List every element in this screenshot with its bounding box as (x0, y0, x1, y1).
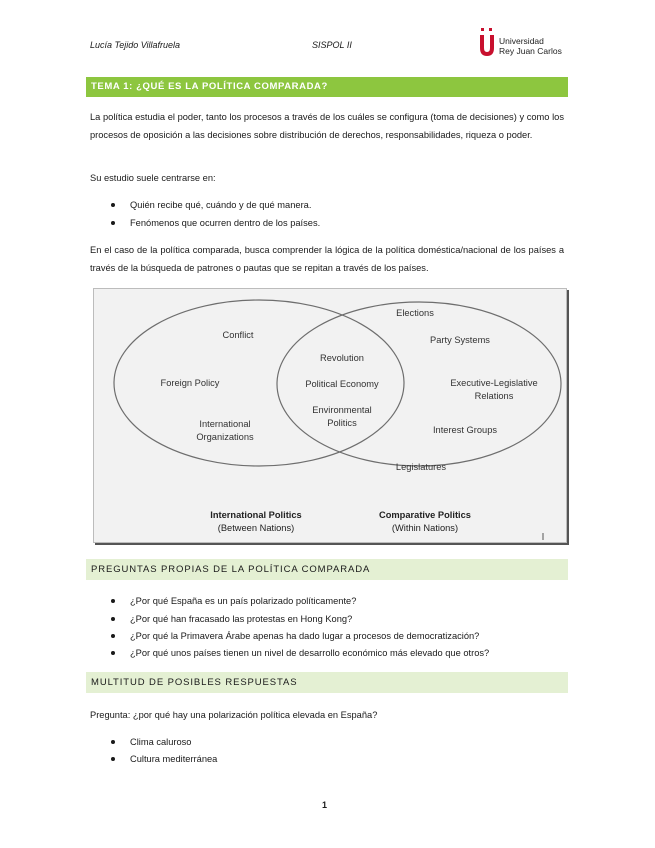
section-title-main: TEMA 1: ¿QUÉ ES LA POLÍTICA COMPARADA? (86, 77, 568, 97)
venn-label-environmental-politics: Environmental Politics (312, 405, 372, 428)
venn-label-legislatures: Legislatures (395, 462, 447, 472)
comparative-paragraph: En el caso de la política comparada, busca comprender la lógica de la política doméstica/nacional de los países a través de la búsqueda de patrones o pautas que se repitan a través de los países. (90, 245, 564, 273)
venn-label-party-systems: Party Systems (430, 335, 490, 345)
venn-label-interest-groups: Interest Groups (432, 425, 498, 435)
venn-label-conflict: Conflict (222, 330, 254, 340)
bullet-icon (111, 203, 115, 207)
bullet-icon (111, 599, 115, 603)
bullet-icon (111, 634, 115, 638)
venn-diagram (93, 288, 567, 543)
section-title-questions: PREGUNTAS PROPIAS DE LA POLÍTICA COMPARADA (86, 559, 568, 580)
caption-international-politics: International Politics (Between Nations) (210, 510, 302, 533)
answers-question: Pregunta: ¿por qué hay una polarización política elevada en España? (90, 710, 378, 720)
venn-label-revolution: Revolution (320, 353, 364, 363)
header-author: Lucía Tejido Villafruela (90, 40, 181, 50)
venn-label-elections: Elections (396, 308, 434, 318)
focus-lead: Su estudio suele centrarse en: (90, 173, 216, 183)
venn-label-international-organizations: International Organizations (196, 419, 254, 442)
bullet-icon (111, 617, 115, 621)
caption-comparative-politics: Comparative Politics (Within Nations) (379, 510, 471, 533)
header-course: SISPOL II (312, 40, 352, 50)
logo-text (499, 36, 562, 56)
intro-paragraph: La política estudia el poder, tanto los procesos a través de los cuáles se configura (toma de decisiones) y como los procesos de oposición a las decisiones sobre distribución de derechos, responsabilidades, riqueza o poder. (90, 112, 564, 140)
venn-label-political-economy: Political Economy (305, 379, 379, 389)
university-crest-icon (478, 28, 496, 58)
logo-line2: Rey Juan Carlos (499, 46, 562, 56)
section-title-answers: MULTITUD DE POSIBLES RESPUESTAS (86, 672, 568, 693)
bullet-icon (111, 757, 115, 761)
document-page: Lucía Tejido Villafruela SISPOL II Universidad Rey Juan Carlos TEMA 1: ¿QUÉ ES LA POLÍTICA COMPARADA? La política estudia el poder, tanto los procesos a través de los cuáles se configura (toma de decisiones) y como los procesos de oposición a las decisiones sobre distribución de derechos, responsabilidades, riqueza o poder. Su estudio suele centrarse en: Quién recibe qué, cuándo y de qué manera. Fenómenos que ocurren dentro de los países. En el caso de la política comparada, busca comprender la lógica de la política doméstica/nacional de los países a través de la búsqueda de patrones o pautas que se repitan a través de los países. Conflict Foreign Policy International Organizations Revolution Political Economy Environmental Politics Elections Party Systems Executive-Legislative Relations Interest Groups Legislatures International Politics (Between Nations) Comparative Politics (Within Nations) PREGUNTAS PROPIAS DE LA POLÍTICA COMPARADA ¿Por qué España es un país polarizado políticamente? ¿Por qué han fracasado las protestas en Hong Kong? ¿Por qué la Primavera Árabe apenas ha dado lugar a procesos de democratización? ¿Por qué unos países tienen un nivel de desarrollo económico más elevado que otros? MULTITUD DE POSIBLES RESPUESTAS Pregunta: ¿por qué hay una polarización política elevada en España? Clima caluroso Cultura mediterránea 1 (0, 0, 655, 848)
logo-line1: Universidad (499, 36, 544, 46)
bullet-icon (111, 651, 115, 655)
venn-label-foreign-policy: Foreign Policy (160, 378, 220, 388)
bullet-icon (111, 740, 115, 744)
page-number: 1 (322, 800, 328, 810)
bullet-icon (111, 221, 115, 225)
venn-label-executive-legislative: Executive-Legislative Relations (450, 378, 538, 401)
university-logo (478, 28, 568, 60)
